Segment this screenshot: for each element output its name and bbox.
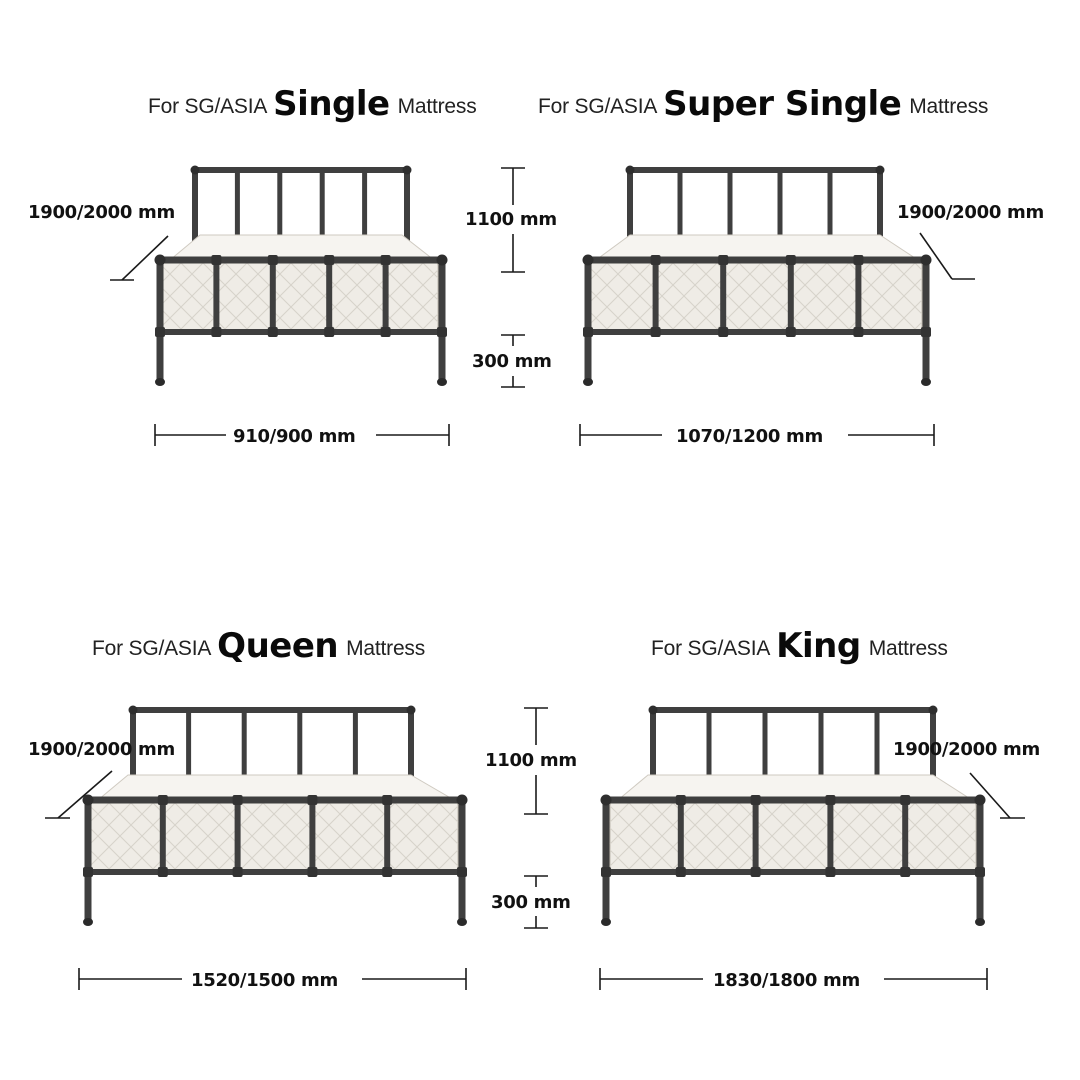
- width-label-super-single: 1070/1200 mm: [676, 426, 823, 447]
- length-label-super-single: 1900/2000 mm: [897, 202, 1044, 223]
- title-size: Queen: [217, 626, 339, 666]
- title-suffix: Mattress: [909, 95, 989, 118]
- leg-height-label-top: 300 mm: [472, 351, 552, 372]
- title-prefix: For SG/ASIA: [148, 95, 268, 118]
- title-prefix: For SG/ASIA: [92, 637, 212, 660]
- title-size: King: [776, 626, 861, 666]
- length-label-king: 1900/2000 mm: [893, 739, 1040, 760]
- headboard-height-label-bottom: 1100 mm: [485, 750, 577, 771]
- title-prefix: For SG/ASIA: [651, 637, 771, 660]
- title-prefix: For SG/ASIA: [538, 95, 658, 118]
- width-label-king: 1830/1800 mm: [713, 970, 860, 991]
- title-size: Super Single: [663, 84, 902, 124]
- headboard-height-label-top: 1100 mm: [465, 209, 557, 230]
- length-leader-single: [110, 236, 168, 280]
- length-leader-king: [970, 773, 1025, 818]
- length-label-single: 1900/2000 mm: [28, 202, 175, 223]
- title-suffix: Mattress: [397, 95, 477, 118]
- title-suffix: Mattress: [346, 637, 426, 660]
- title-size: Single: [273, 84, 390, 124]
- width-label-single: 910/900 mm: [233, 426, 356, 447]
- length-leader-super-single: [920, 233, 975, 279]
- length-label-queen: 1900/2000 mm: [28, 739, 175, 760]
- leg-height-label-bottom: 300 mm: [491, 892, 571, 913]
- width-label-queen: 1520/1500 mm: [191, 970, 338, 991]
- title-suffix: Mattress: [868, 637, 948, 660]
- length-leader-queen: [45, 771, 112, 818]
